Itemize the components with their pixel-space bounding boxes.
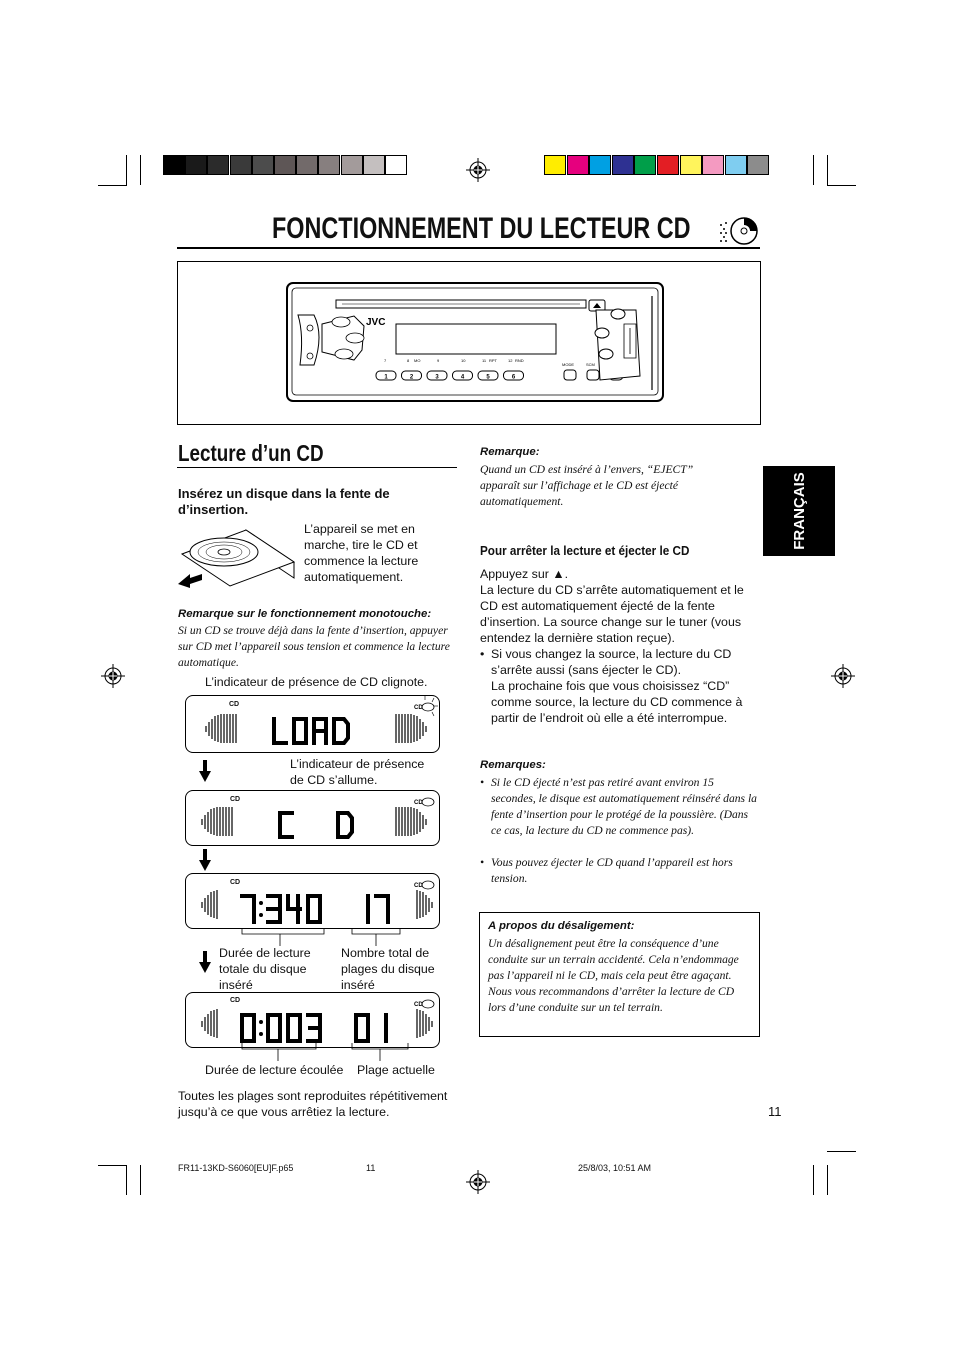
color-swatch	[680, 155, 702, 175]
title-rule	[177, 247, 760, 249]
info-box-text: Un désalignement peut être la conséquence d’une conduite sur un terrain accidenté. Cela n’endommage pas l’appareil ni le CD, mais cela peut être agaçant. Nous vous recommandons d’arrêter la lecture de CD lors d’une conduite sur un tel terrain.	[488, 937, 739, 1014]
display-readout	[238, 893, 398, 927]
bullet-dot: •	[480, 647, 485, 661]
caption-indicator-lit: L’indicateur de présence de CD s’allume.	[290, 757, 425, 787]
svg-text:MODE: MODE	[562, 362, 574, 367]
crop-mark	[827, 185, 856, 186]
crop-mark	[827, 1151, 856, 1152]
svg-text:CD: CD	[414, 800, 423, 806]
gray-swatch	[363, 155, 385, 175]
remark-title: Remarque:	[480, 446, 540, 458]
level-meter-left	[196, 1005, 238, 1041]
note-text: Si un CD se trouve déjà dans la fente d’insertion, appuyer sur CD met l’appareil sous tension et commence la lecture automatique.	[178, 624, 450, 669]
crop-mark	[827, 1165, 828, 1195]
caption-track: Plage actuelle	[357, 1063, 435, 1077]
step-text: L’appareil se met en marche, tire le CD et commence la lecture automatiquement.	[304, 522, 419, 584]
level-meter-left	[200, 710, 242, 746]
color-swatch	[544, 155, 566, 175]
arrow-down-icon	[199, 849, 211, 871]
registration-target-icon	[831, 664, 855, 688]
display-readout	[276, 810, 356, 840]
crop-mark	[813, 155, 814, 185]
color-swatch	[589, 155, 611, 175]
color-swatch	[567, 155, 589, 175]
info-box-title: A propos du désaligement:	[488, 920, 635, 932]
bracket-lines	[230, 926, 410, 946]
svg-text:7: 7	[384, 358, 387, 363]
color-swatch	[702, 155, 724, 175]
arrow-down-icon	[199, 760, 211, 782]
cd-presence-indicator-icon	[410, 875, 440, 895]
footer-text: Toutes les plages sont reproduites répétitivement jusqu’à ce que vous arrêtiez la lecture.	[178, 1089, 448, 1119]
svg-text:10: 10	[461, 358, 466, 363]
cd-presence-indicator-icon	[410, 694, 440, 720]
cd-insert-illustration	[176, 522, 296, 590]
registration-target-icon	[466, 1170, 490, 1194]
caption-total-tracks: Nombre total de plages du disque inséré	[341, 946, 435, 992]
caption-elapsed: Durée de lecture écoulée	[205, 1063, 344, 1077]
cd-presence-indicator-icon	[410, 792, 440, 812]
arrow-down-icon	[199, 951, 211, 973]
caption-total-time: Durée de lecture totale du disque inséré	[219, 946, 311, 992]
remark-bullet: •	[480, 856, 485, 869]
crop-mark	[98, 185, 127, 186]
section-heading: Lecture d’un CD	[178, 440, 324, 466]
svg-text:CD: CD	[414, 883, 423, 889]
display-readout	[270, 716, 360, 746]
bullet-continuation: La prochaine fois que vous choisissez “CD” comme source, la lecture du CD commence à partir de l’endroit où elle a été interrompue.	[491, 679, 743, 725]
color-swatch	[725, 155, 747, 175]
color-swatch	[657, 155, 679, 175]
language-tab	[763, 466, 835, 556]
crop-mark	[98, 1165, 127, 1166]
remark-bullet: •	[480, 776, 485, 789]
display-source-tag: CD	[230, 879, 241, 886]
preset-button-label: 5	[486, 374, 490, 381]
svg-text:8: 8	[407, 358, 410, 363]
svg-text:RND: RND	[515, 358, 524, 363]
registration-target-icon	[101, 664, 125, 688]
note-title: Remarque sur le fonctionnement monotouche:	[178, 608, 432, 620]
display-source-tag: CD	[230, 796, 241, 803]
car-stereo-illustration	[284, 280, 670, 404]
svg-text:JVC: JVC	[366, 317, 386, 328]
section-rule	[177, 467, 457, 468]
subsection-heading: Pour arrêter la lecture et éjecter le CD	[480, 543, 690, 558]
preset-button-label: 3	[435, 374, 439, 381]
crop-mark	[126, 1165, 127, 1195]
gray-swatch	[296, 155, 318, 175]
remark-item: Vous pouvez éjecter le CD quand l’appareil est hors tension.	[491, 856, 733, 885]
gray-swatch	[185, 155, 207, 175]
bullet-text: Si vous changez la source, la lecture du CD s’arrête aussi (sans éjecter le CD).	[491, 647, 732, 677]
svg-text:9: 9	[437, 358, 440, 363]
footer-file: FR11-13KD-S6060[EU]F.p65	[178, 1163, 294, 1173]
crop-mark	[126, 155, 127, 185]
crop-mark	[140, 155, 141, 185]
color-swatch	[634, 155, 656, 175]
svg-text:CD: CD	[414, 1002, 423, 1008]
gray-swatch	[341, 155, 363, 175]
preset-button-label: 6	[511, 374, 516, 381]
preset-button-label: 4	[460, 374, 465, 381]
page-title: FONCTIONNEMENT DU LECTEUR CD	[272, 212, 691, 245]
page-number: 11	[768, 1104, 782, 1119]
color-swatch	[747, 155, 769, 175]
stop-press: Appuyez sur ▲.	[480, 567, 569, 581]
gray-swatch	[318, 155, 340, 175]
gray-swatch	[252, 155, 274, 175]
language-tab-label: FRANÇAIS	[790, 472, 808, 550]
color-swatch	[612, 155, 634, 175]
display-source-tag: CD	[230, 997, 241, 1004]
gray-swatch	[385, 155, 407, 175]
svg-text:MO: MO	[414, 358, 421, 363]
level-meter-left	[196, 803, 238, 839]
step-title: Insérez un disque dans la fente de d’insertion.	[178, 486, 390, 517]
svg-text:SCM: SCM	[586, 362, 595, 367]
svg-text:CD: CD	[414, 705, 423, 711]
cd-presence-indicator-icon	[410, 994, 440, 1014]
bracket-lines	[230, 1041, 410, 1061]
svg-text:11: 11	[482, 358, 487, 363]
crop-mark	[827, 155, 828, 185]
display-source-tag: CD	[229, 701, 240, 708]
crop-mark	[140, 1165, 141, 1195]
footer-page: 11	[366, 1163, 376, 1173]
crop-mark	[813, 1165, 814, 1195]
gray-swatch	[274, 155, 296, 175]
preset-button-label: 1	[384, 374, 388, 381]
caption-indicator-blink: L’indicateur de présence de CD clignote.	[205, 675, 428, 689]
remark-text: Quand un CD est inséré à l’envers, “EJECT” apparaît sur l’affichage et le CD est éjecté automatiquement.	[480, 463, 694, 508]
gray-swatch	[163, 155, 185, 175]
svg-text:12: 12	[508, 358, 513, 363]
svg-text:RPT: RPT	[489, 358, 497, 363]
level-meter-left	[196, 886, 238, 922]
remarks-title: Remarques:	[480, 759, 546, 771]
preset-button-label: 2	[409, 374, 414, 381]
cd-disc-icon	[717, 215, 759, 247]
registration-target-icon	[466, 158, 490, 182]
footer-date: 25/8/03, 10:51 AM	[578, 1163, 652, 1173]
gray-swatch	[230, 155, 252, 175]
gray-swatch	[207, 155, 229, 175]
stop-text: La lecture du CD s’arrête automatiquement et le CD est automatiquement éjecté de la fente d’insertion. La source change sur le tuner (vous entendez la dernière station reçue).	[480, 583, 744, 645]
remark-item: Si le CD éjecté n’est pas retiré avant environ 15 secondes, le disque est automatiquement réinséré dans la fente d’insertion pour le protégé de la poussière. (Dans ce cas, la lecture du CD ne commence pas).	[491, 776, 757, 837]
